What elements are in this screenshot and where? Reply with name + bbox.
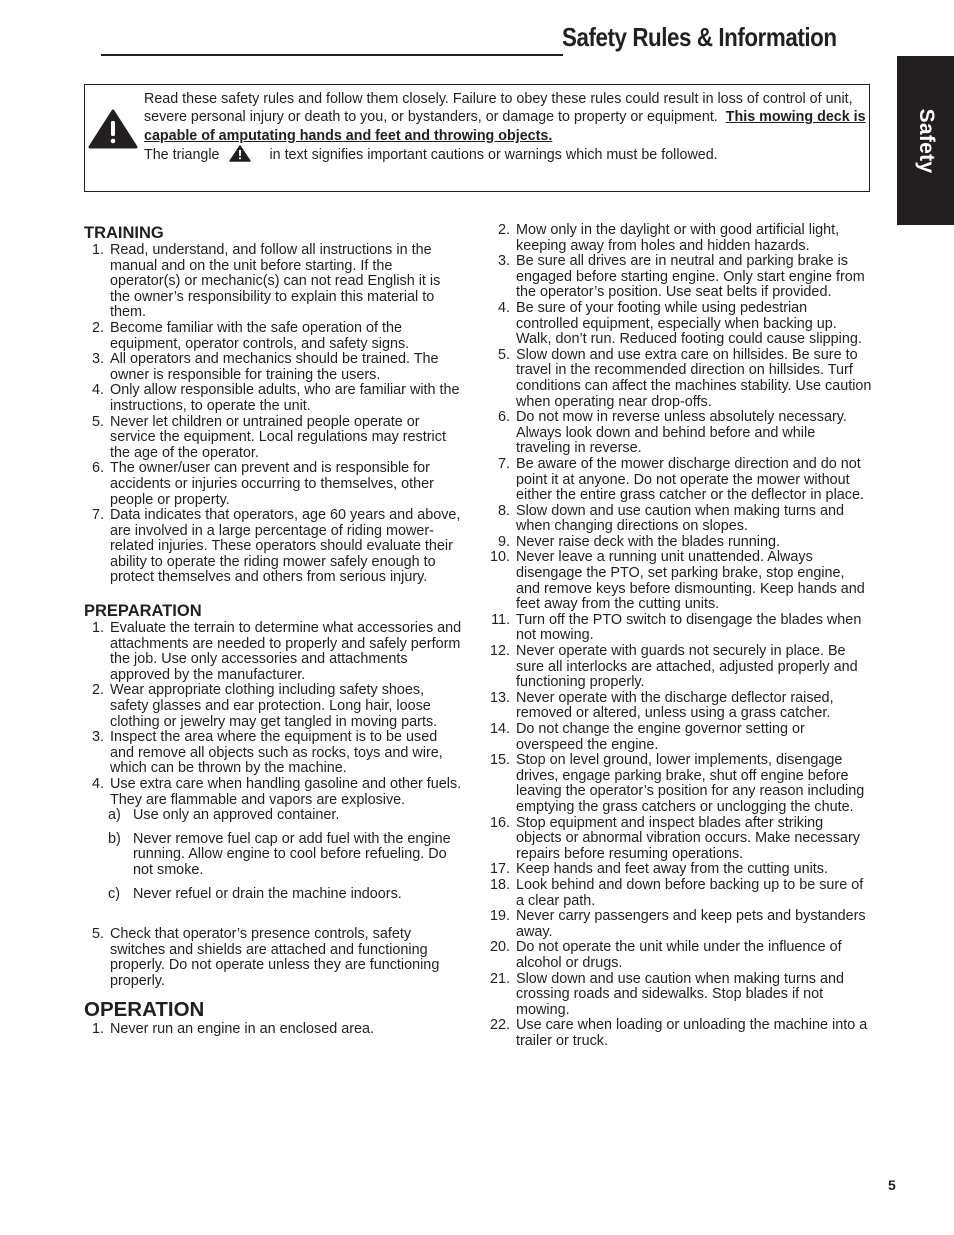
item-number: 2. — [91, 319, 104, 336]
item-number: 15. — [490, 752, 511, 769]
list-item — [490, 504, 872, 535]
item-number: 13. — [490, 689, 511, 706]
item-number: 3. — [91, 351, 104, 368]
item-text: Check that operator’s presence controls, safety switches and shields are attached and functioning properly. Do not operate unless they are functioning properly. — [110, 926, 440, 989]
item-text: Never operate with guards not securely in place. Be sure all interlocks are attached, adjusted properly and functioning properly. — [516, 643, 858, 691]
list-item — [490, 550, 872, 612]
list-item — [490, 535, 872, 551]
item-number: 5. — [497, 346, 510, 363]
item-number: 3. — [91, 729, 104, 746]
list-item — [84, 1022, 464, 1038]
list-item — [490, 457, 872, 504]
item-number: 6. — [91, 460, 104, 477]
list-item — [84, 832, 464, 879]
item-text: Inspect the area where the equipment is to be used and remove all objects such as rocks, toys and wire, which can be thrown by the machine. — [110, 729, 443, 777]
item-text: Slow down and use caution when making turns and crossing roads and sidewalks. Stop blades if not mowing. — [516, 970, 844, 1018]
list-item — [490, 722, 872, 753]
list-item — [84, 321, 464, 352]
item-number: 10. — [490, 549, 511, 566]
item-number: 4. — [91, 382, 104, 399]
warning-text-1: Read these safety rules and follow them closely. Failure to obey these rules could result in loss of control of unit, severe personal injury or death to you, or bystanders, or damage to property or equipment. — [144, 91, 853, 126]
item-number: 4. — [497, 299, 510, 316]
item-text: Turn off the PTO switch to disengage the blades when not mowing. — [516, 611, 862, 644]
item-number: 7. — [497, 455, 510, 472]
operation-list-left — [84, 1022, 464, 1038]
item-number: 5. — [91, 413, 104, 430]
item-number: 12. — [490, 643, 511, 660]
item-text: Only allow responsible adults, who are familiar with the instructions, to operate the unit. — [110, 382, 460, 414]
warning-triangle-icon — [88, 109, 138, 149]
item-text: Slow down and use caution when making turns and when changing directions on slopes. — [516, 502, 844, 535]
operation-heading: OPERATION — [84, 997, 205, 1021]
preparation-list — [84, 621, 464, 808]
item-number: 17. — [490, 861, 511, 878]
warning-box — [84, 84, 870, 192]
training-list — [84, 243, 464, 586]
list-item — [84, 383, 464, 414]
item-number: 22. — [490, 1017, 511, 1034]
item-text: Use care when loading or unloading the machine into a trailer or truck. — [516, 1017, 868, 1049]
item-text: Never refuel or drain the machine indoors. — [133, 885, 402, 902]
item-number: 21. — [490, 970, 511, 987]
list-item — [84, 887, 464, 903]
warning-text-2b: in text signifies important cautions or warnings which must be followed. — [269, 146, 718, 163]
item-number: 1. — [91, 1020, 104, 1037]
item-text: Never run an engine in an enclosed area. — [110, 1020, 375, 1037]
item-number: 7. — [91, 507, 104, 524]
item-number: 3. — [497, 253, 510, 270]
item-number: 4. — [91, 776, 104, 792]
item-text: All operators and mechanics should be trained. The owner is responsible for training the users. — [110, 351, 439, 383]
item-text: Use extra care when handling gasoline and other fuels. They are flammable and vapors are explosive. — [110, 776, 462, 808]
item-text: Look behind and down before backing up to be sure of a clear path. — [516, 876, 864, 909]
item-text: Keep hands and feet away from the cutting units. — [516, 861, 828, 878]
item-number: 9. — [497, 533, 510, 550]
list-item — [84, 927, 464, 989]
item-text: Stop on level ground, lower implements, disengage drives, engage parking brake, shut off engine before leaving the operator’s position for any reason including emptying the grass catchers or unclogging the chute. — [516, 752, 865, 815]
list-item — [490, 301, 872, 348]
item-text: Slow down and use extra care on hillsides. Be sure to travel in the recommended direction on hillsides. Turf conditions can affect the machines stability. Use caution when operating near drop-offs. — [516, 346, 872, 410]
item-text: Stop equipment and inspect blades after striking objects or abnormal vibration occurs. Make necessary repairs before resuming operations. — [516, 814, 860, 862]
item-text: The owner/user can prevent and is responsible for accidents or injuries occurring to themselves, other people or property. — [110, 460, 434, 508]
preparation-heading: PREPARATION — [84, 602, 202, 621]
warning-text-2a: The triangle — [144, 146, 220, 163]
list-item — [84, 683, 464, 730]
item-number: 6. — [497, 409, 510, 426]
list-item — [84, 352, 464, 383]
item-text: Read, understand, and follow all instructions in the manual and on the unit before starting. If the operator(s) or mechanic(s) can not read English it is the owner’s responsibility to explain this material to them. — [110, 242, 441, 321]
item-text: Never carry passengers and keep pets and bystanders away. — [516, 908, 866, 940]
list-item — [490, 613, 872, 644]
right-column — [490, 223, 872, 1049]
left-column — [84, 223, 464, 1037]
item-number: 1. — [91, 620, 104, 637]
warning-text — [144, 90, 869, 164]
training-heading: TRAINING — [84, 224, 164, 242]
list-item — [84, 415, 464, 462]
operation-list-right — [490, 223, 872, 1049]
header-rule — [101, 54, 563, 56]
list-item — [490, 254, 872, 301]
list-item — [84, 808, 464, 824]
item-number: c) — [108, 885, 120, 902]
list-item — [84, 243, 464, 321]
item-text: Do not operate the unit while under the influence of alcohol or drugs. — [516, 939, 842, 971]
item-text: Be aware of the mower discharge direction and do not point it at anyone. Do not operate the mower without either the entire grass catcher or the deflector in place. — [516, 455, 864, 504]
preparation-item-5 — [84, 927, 464, 989]
item-number: 18. — [490, 876, 511, 893]
item-text: Be sure all drives are in neutral and parking brake is engaged before starting engine. Only start engine from the operator’s position. Use seat belts if provided. — [516, 253, 865, 301]
list-item — [490, 348, 872, 410]
item-text: Never leave a running unit unattended. Always disengage the PTO, set parking brake, stop engine, and remove keys before dismounting. Keep hands and feet away from the cutting units. — [516, 549, 865, 613]
list-item — [490, 223, 872, 254]
item-number: 11. — [491, 611, 510, 628]
preparation-sublist — [84, 808, 464, 902]
item-text: Mow only in the daylight or with good artificial light, keeping away from holes and hidden hazards. — [516, 222, 840, 254]
item-number: 8. — [497, 502, 510, 519]
list-item — [84, 621, 464, 683]
inline-warning-triangle-icon — [229, 145, 251, 162]
list-item — [490, 940, 872, 971]
item-text: Never remove fuel cap or add fuel with the engine running. Allow engine to cool before refueling. Do not smoke. — [133, 830, 451, 878]
item-text: Never raise deck with the blades running. — [516, 533, 780, 550]
list-item — [490, 862, 872, 878]
list-item — [490, 644, 872, 691]
list-item — [490, 1018, 872, 1049]
item-text: Never operate with the discharge deflector raised, removed or altered, unless using a grass catcher. — [516, 689, 834, 722]
list-item — [490, 691, 872, 722]
item-text: Wear appropriate clothing including safety shoes, safety glasses and ear protection. Long hair, loose clothing or jewelry may get tangled in moving parts. — [110, 682, 438, 730]
list-item — [84, 508, 464, 586]
item-text: Do not change the engine governor setting or overspeed the engine. — [516, 721, 805, 753]
page-number: 5 — [888, 1177, 896, 1193]
item-number: 19. — [490, 908, 511, 925]
item-text: Data indicates that operators, age 60 years and above, are involved in a large percentage of riding mower-related injuries. These operators should evaluate their ability to operate the riding mower safely enough to protect themselves and others from serious injury. — [110, 507, 461, 586]
item-text: Use only an approved container. — [133, 807, 340, 824]
section-tab — [897, 56, 954, 225]
item-text: Do not mow in reverse unless absolutely necessary. Always look down and behind before and while traveling in reverse. — [516, 409, 847, 457]
section-tab-label: Safety — [914, 108, 938, 173]
item-number: 16. — [490, 814, 511, 831]
list-item — [490, 753, 872, 815]
item-number: 2. — [91, 682, 104, 699]
warning-emphasis: This mowing deck is capable of amputating hands and feet and throwing objects. — [144, 109, 866, 144]
item-text: Never let children or untrained people operate or service the equipment. Local regulations may restrict the age of the operator. — [110, 413, 446, 461]
item-number: a) — [108, 807, 121, 824]
item-number: 2. — [497, 222, 510, 238]
item-text: Be sure of your footing while using pedestrian controlled equipment, especially when backing up. Walk, don’t run. Reduced footing could cause slipping. — [516, 299, 862, 348]
list-item — [490, 909, 872, 940]
item-number: 1. — [91, 242, 104, 258]
list-item — [84, 461, 464, 508]
item-number: 20. — [490, 939, 511, 956]
page-title: Safety Rules & Information — [562, 22, 837, 52]
list-item — [84, 777, 464, 808]
item-number: b) — [108, 830, 121, 847]
item-text: Evaluate the terrain to determine what accessories and attachments are needed to properly and safely perform the job. Use only accessories and attachments approved by the manufacturer. — [110, 620, 462, 683]
item-text: Become familiar with the safe operation of the equipment, operator controls, and safety signs. — [110, 319, 410, 352]
list-item — [490, 410, 872, 457]
list-item — [490, 816, 872, 863]
item-number: 14. — [490, 721, 511, 737]
list-item — [84, 730, 464, 777]
list-item — [490, 878, 872, 909]
list-item — [490, 972, 872, 1019]
item-number: 5. — [91, 926, 104, 943]
